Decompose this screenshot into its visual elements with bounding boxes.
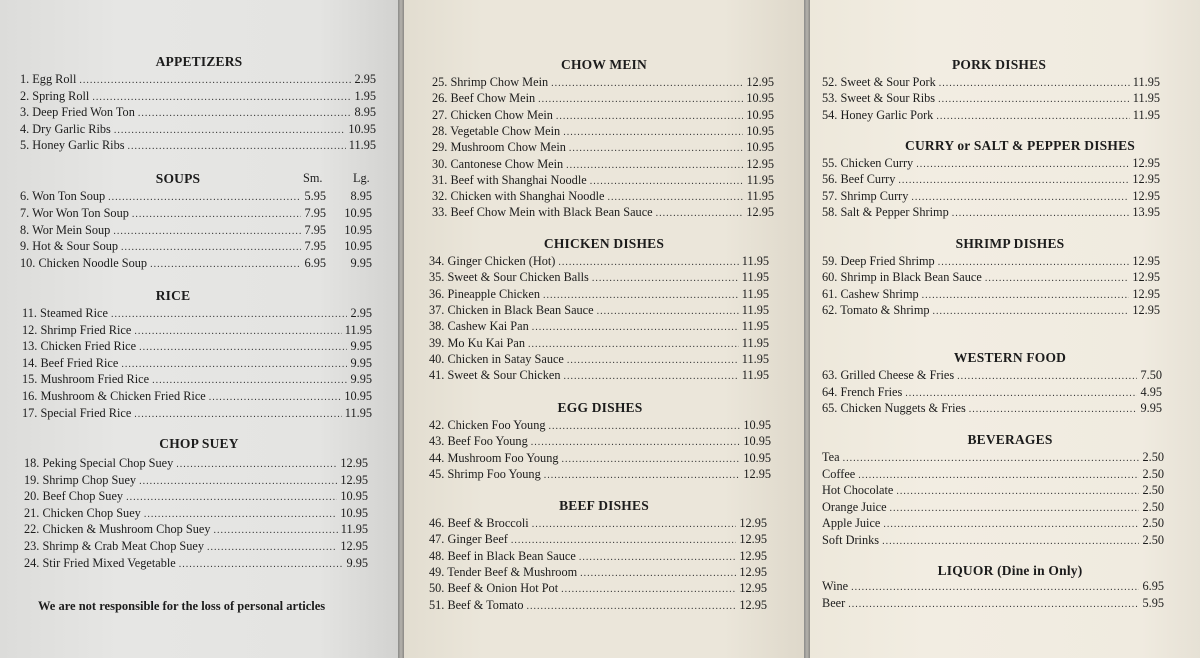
- menu-item-price-large: 10.95: [344, 205, 372, 220]
- menu-item-name: 10. Chicken Noodle Soup: [20, 256, 148, 271]
- menu-item-price: 12.95: [739, 548, 767, 563]
- dot-leader: [207, 540, 337, 556]
- menu-item: [22, 322, 372, 338]
- menu-item-price: 2.95: [354, 72, 376, 86]
- menu-item: [20, 88, 376, 104]
- dot-leader: [527, 599, 737, 615]
- menu-item-name: 36. Pineapple Chicken: [429, 286, 540, 301]
- dot-leader: [969, 402, 1138, 418]
- dot-leader: [564, 369, 739, 385]
- menu-item: [822, 74, 1160, 90]
- dot-leader: [128, 139, 346, 155]
- menu-item-name: 48. Beef in Black Bean Sauce: [429, 548, 576, 563]
- menu-item-price-small: 7.95: [304, 222, 326, 237]
- dot-leader: [843, 451, 1140, 467]
- menu-item-name: 20. Beef Chop Suey: [24, 489, 124, 504]
- menu-item: [24, 521, 368, 537]
- menu-item-name: 7. Wor Won Ton Soup: [20, 205, 129, 220]
- menu-item-name: Tea: [822, 450, 840, 464]
- menu-item-price: 12.95: [739, 516, 767, 530]
- menu-item-price: 10.95: [743, 434, 771, 449]
- menu-item: [432, 123, 774, 139]
- section-heading-appetizers: APPETIZERS: [155, 54, 243, 69]
- menu-item-price: 12.95: [739, 597, 767, 612]
- menu-item-name: 12. Shrimp Fried Rice: [22, 322, 132, 337]
- menu-item-price: 2.50: [1142, 516, 1164, 531]
- menu-item-name: 44. Mushroom Foo Young: [429, 450, 559, 465]
- dot-leader: [144, 507, 338, 523]
- menu-item-price: 11.95: [741, 368, 769, 383]
- menu-item-name: 6. Won Ton Soup: [20, 189, 106, 203]
- menu-item: [20, 137, 376, 153]
- menu-item-name: 42. Chicken Foo Young: [429, 418, 546, 432]
- menu-item-price: 7.50: [1140, 368, 1162, 382]
- dot-leader: [858, 468, 1139, 484]
- menu-item-name: 22. Chicken & Mushroom Chop Suey: [24, 522, 211, 537]
- menu-item-name: 60. Shrimp in Black Bean Sauce: [822, 270, 982, 285]
- section-heading-rice: RICE: [155, 288, 191, 303]
- menu-item-price: 1.95: [354, 88, 376, 103]
- dot-leader: [150, 257, 301, 273]
- menu-item-price: 2.50: [1142, 483, 1164, 498]
- menu-item-name: 37. Chicken in Black Bean Sauce: [429, 302, 594, 317]
- menu-item: [822, 367, 1162, 383]
- menu-item: [432, 74, 774, 90]
- menu-item-price: 2.50: [1142, 450, 1164, 464]
- dot-leader: [111, 307, 348, 323]
- menu-item: [432, 139, 774, 155]
- menu-item: [432, 172, 774, 188]
- section-heading-egg: EGG DISHES: [557, 400, 643, 415]
- menu-item-price-large: 10.95: [344, 222, 372, 237]
- section-heading-beverages: BEVERAGES: [967, 432, 1053, 447]
- menu-item: [429, 531, 767, 547]
- menu-item: [22, 371, 372, 387]
- menu-item-price: 11.95: [741, 319, 769, 334]
- dot-leader: [139, 340, 347, 356]
- menu-item-price: 12.95: [1132, 302, 1160, 317]
- menu-item-name: 59. Deep Fried Shrimp: [822, 254, 935, 268]
- menu-item-name: 17. Special Fried Rice: [22, 405, 132, 420]
- menu-item-name: 26. Beef Chow Mein: [432, 91, 536, 106]
- menu-item-name: 46. Beef & Broccoli: [429, 516, 529, 530]
- menu-item: [432, 107, 774, 123]
- menu-item: [20, 121, 376, 137]
- menu-item-name: 58. Salt & Pepper Shrimp: [822, 204, 949, 219]
- menu-item-price: 11.95: [344, 405, 372, 420]
- menu-item-name: 30. Cantonese Chow Mein: [432, 156, 564, 171]
- menu-item: [429, 367, 769, 383]
- menu-item-price: 12.95: [340, 539, 368, 553]
- menu-item-price: 11.95: [741, 270, 769, 285]
- menu-item-name: 1. Egg Roll: [20, 72, 77, 86]
- section-heading-western: WESTERN FOOD: [953, 350, 1067, 365]
- menu-item-name: 62. Tomato & Shrimp: [822, 302, 930, 317]
- menu-item-price: 12.95: [739, 581, 767, 596]
- menu-item: [822, 155, 1160, 171]
- menu-item-price: 12.95: [739, 564, 767, 579]
- menu-item-name: 39. Mo Ku Kai Pan: [429, 335, 525, 350]
- menu-item: [822, 188, 1160, 204]
- menu-item-price: 10.95: [746, 91, 774, 106]
- section-heading-beef: BEEF DISHES: [559, 498, 649, 513]
- menu-item-name: Apple Juice: [822, 516, 881, 531]
- menu-item-price: 11.95: [741, 335, 769, 350]
- menu-item: [24, 505, 368, 521]
- menu-item-name: Wine: [822, 579, 849, 593]
- section-heading-chow-mein: CHOW MEIN: [561, 57, 647, 72]
- menu-item-price: 11.95: [344, 322, 372, 337]
- menu-item: [24, 538, 368, 554]
- menu-item: [822, 302, 1160, 318]
- menu-item: [20, 71, 376, 87]
- menu-item-name: 35. Sweet & Sour Chicken Balls: [429, 270, 589, 285]
- menu-item: [822, 269, 1160, 285]
- dot-leader: [848, 597, 1139, 613]
- menu-item-price: 11.95: [1132, 75, 1160, 89]
- menu-item-name: Coffee: [822, 466, 856, 481]
- menu-item-name: Soft Drinks: [822, 533, 880, 547]
- menu-item-price: 12.95: [1132, 286, 1160, 301]
- menu-item-name: 15. Mushroom Fried Rice: [22, 372, 150, 387]
- menu-item: [429, 580, 767, 596]
- menu-item-name: 19. Shrimp Chop Suey: [24, 472, 137, 487]
- section-heading-curry: CURRY or SALT & PEPPER DISHES: [905, 138, 1135, 153]
- menu-item-name: 28. Vegetable Chow Mein: [432, 123, 561, 138]
- dot-leader: [176, 457, 337, 473]
- dot-leader: [890, 501, 1140, 517]
- menu-item: [822, 90, 1160, 106]
- menu-item-price: 2.95: [350, 306, 372, 320]
- menu-item: [429, 335, 769, 351]
- dot-leader: [933, 304, 1130, 320]
- menu-item: [22, 405, 372, 421]
- menu-item: [24, 472, 368, 488]
- menu-item-price: 2.50: [1142, 533, 1164, 547]
- menu-item-price: 2.50: [1142, 499, 1164, 514]
- menu-item-price-large: 9.95: [350, 256, 372, 271]
- section-heading-liquor: LIQUOR (Dine in Only): [937, 563, 1083, 578]
- menu-item: [20, 222, 372, 238]
- menu-item-price: 8.95: [354, 105, 376, 119]
- menu-item-price: 10.95: [340, 505, 368, 520]
- menu-item-price: 10.95: [743, 450, 771, 465]
- menu-item-price-large: 8.95: [350, 189, 372, 203]
- menu-item-price: 13.95: [1132, 204, 1160, 219]
- menu-item: [429, 515, 767, 531]
- menu-item-name: 24. Stir Fried Mixed Vegetable: [24, 555, 176, 570]
- dot-leader: [139, 474, 337, 490]
- disclaimer-note: We are not responsible for the loss of personal articles: [38, 599, 326, 613]
- menu-item-price: 12.95: [739, 532, 767, 547]
- dot-leader: [132, 207, 302, 223]
- menu-item-price: 12.95: [1132, 156, 1160, 170]
- menu-item-name: 34. Ginger Chicken (Hot): [429, 254, 556, 268]
- menu-item-price: 12.95: [1132, 254, 1160, 268]
- soup-large-column-header: Lg.: [353, 171, 370, 185]
- menu-item: [432, 156, 774, 172]
- menu-item-name: 18. Peking Special Chop Suey: [24, 456, 174, 470]
- menu-panel-middle: [404, 0, 804, 658]
- menu-item: [429, 318, 769, 334]
- menu-item-name: 2. Spring Roll: [20, 88, 90, 103]
- menu-item-name: 4. Dry Garlic Ribs: [20, 121, 111, 136]
- menu-item: [822, 532, 1164, 548]
- menu-item: [822, 204, 1160, 220]
- menu-item: [24, 555, 368, 571]
- menu-item: [429, 597, 767, 613]
- menu-panel-left: [0, 0, 398, 658]
- menu-item-name: 16. Mushroom & Chicken Fried Rice: [22, 389, 206, 403]
- soup-small-column-header: Sm.: [303, 171, 323, 185]
- menu-item: [822, 400, 1162, 416]
- menu-item: [20, 238, 372, 254]
- menu-item: [822, 595, 1164, 611]
- menu-item-price-small: 6.95: [304, 256, 326, 271]
- menu-item: [822, 384, 1162, 400]
- menu-item-name: 56. Beef Curry: [822, 172, 896, 187]
- menu-item-name: 52. Sweet & Sour Pork: [822, 75, 936, 89]
- menu-item: [822, 171, 1160, 187]
- menu-item: [24, 455, 368, 471]
- menu-item: [822, 253, 1160, 269]
- dot-leader: [214, 523, 338, 539]
- menu-item-price: 6.95: [1142, 579, 1164, 593]
- menu-item: [822, 466, 1164, 482]
- menu-item: [429, 351, 769, 367]
- dot-leader: [883, 517, 1139, 533]
- menu-item: [20, 188, 372, 204]
- menu-item-name: 5. Honey Garlic Ribs: [20, 138, 125, 152]
- menu-item-price: 4.95: [1140, 384, 1162, 399]
- dot-leader: [126, 490, 337, 506]
- dot-leader: [108, 190, 301, 206]
- menu-item-name: 47. Ginger Beef: [429, 532, 508, 547]
- menu-item-price: 12.95: [340, 472, 368, 487]
- menu-item-price: 11.95: [340, 522, 368, 537]
- menu-item: [432, 204, 774, 220]
- menu-item-price: 9.95: [1140, 401, 1162, 416]
- menu-item: [429, 548, 767, 564]
- menu-item: [20, 255, 372, 271]
- dot-leader: [134, 324, 341, 340]
- menu-item: [822, 449, 1164, 465]
- menu-item-price: 2.50: [1142, 466, 1164, 481]
- menu-item-name: 29. Mushroom Chow Mein: [432, 140, 566, 155]
- menu-item-price: 9.95: [346, 555, 368, 570]
- menu-panel-right: [810, 0, 1200, 658]
- dot-leader: [134, 407, 342, 423]
- dot-leader: [209, 390, 342, 406]
- menu-item: [24, 488, 368, 504]
- menu-item-price: 11.95: [1132, 91, 1160, 106]
- section-heading-chicken: CHICKEN DISHES: [543, 236, 665, 251]
- menu-item-price: 12.95: [746, 205, 774, 220]
- dot-leader: [936, 109, 1129, 125]
- menu-item-name: 3. Deep Fried Won Ton: [20, 105, 135, 119]
- menu-item-price: 11.95: [741, 302, 769, 317]
- menu-item: [22, 388, 372, 404]
- menu-item-name: 64. French Fries: [822, 384, 903, 399]
- section-heading-shrimp: SHRIMP DISHES: [955, 236, 1065, 251]
- menu-item-price: 10.95: [340, 489, 368, 504]
- menu-item-price: 11.95: [746, 172, 774, 187]
- menu-item-name: 8. Wor Mein Soup: [20, 222, 111, 237]
- menu-item-name: 54. Honey Garlic Pork: [822, 107, 934, 122]
- menu-item-name: 41. Sweet & Sour Chicken: [429, 368, 561, 383]
- dot-leader: [882, 534, 1139, 550]
- menu-item-name: 38. Cashew Kai Pan: [429, 319, 529, 334]
- menu-item: [432, 90, 774, 106]
- menu-item: [822, 515, 1164, 531]
- menu-item: [822, 107, 1160, 123]
- menu-item: [22, 305, 372, 321]
- menu-item-price: 11.95: [741, 286, 769, 301]
- menu-item: [429, 269, 769, 285]
- dot-leader: [152, 373, 347, 389]
- menu-item: [22, 355, 372, 371]
- menu-item: [429, 417, 771, 433]
- menu-item-name: 61. Cashew Shrimp: [822, 286, 919, 301]
- menu-item: [822, 286, 1160, 302]
- menu-item-price: 11.95: [746, 189, 774, 204]
- menu-item-name: 33. Beef Chow Mein with Black Bean Sauce: [432, 205, 653, 220]
- menu-item: [22, 338, 372, 354]
- menu-item-price: 12.95: [340, 456, 368, 470]
- menu-item-price: 12.95: [1132, 270, 1160, 285]
- menu-item: [429, 433, 771, 449]
- menu-item-name: 53. Sweet & Sour Ribs: [822, 91, 936, 106]
- menu-item-name: 9. Hot & Sour Soup: [20, 239, 119, 254]
- menu-item-name: 21. Chicken Chop Suey: [24, 505, 141, 520]
- menu-item-price: 12.95: [743, 466, 771, 481]
- menu-item-price: 10.95: [743, 418, 771, 432]
- menu-item: [20, 104, 376, 120]
- menu-item-name: 51. Beef & Tomato: [429, 597, 524, 612]
- dot-leader: [952, 206, 1130, 222]
- menu-item-price: 12.95: [746, 156, 774, 171]
- dot-leader: [957, 369, 1137, 385]
- menu-item-name: 31. Beef with Shanghai Noodle: [432, 172, 587, 187]
- menu-item-name: 63. Grilled Cheese & Fries: [822, 368, 955, 382]
- menu-item-price: 9.95: [350, 339, 372, 354]
- menu-item-price: 9.95: [350, 355, 372, 370]
- menu-item-price-small: 7.95: [304, 205, 326, 220]
- menu-item-name: 45. Shrimp Foo Young: [429, 466, 541, 481]
- menu-item: [429, 286, 769, 302]
- menu-item-name: 13. Chicken Fried Rice: [22, 339, 137, 354]
- menu-item-name: 65. Chicken Nuggets & Fries: [822, 401, 966, 416]
- menu-item-name: 43. Beef Foo Young: [429, 434, 528, 449]
- menu-item-price-large: 10.95: [344, 239, 372, 254]
- menu-item-price: 10.95: [344, 389, 372, 403]
- menu-item-name: Hot Chocolate: [822, 483, 894, 498]
- dot-leader: [544, 468, 741, 484]
- menu-item-price: 10.95: [348, 121, 376, 136]
- menu-item-price: 12.95: [1132, 188, 1160, 203]
- dot-leader: [121, 357, 347, 373]
- menu-item-name: 23. Shrimp & Crab Meat Chop Suey: [24, 539, 205, 553]
- dot-leader: [905, 386, 1137, 402]
- menu-item: [429, 253, 769, 269]
- menu-item: [432, 188, 774, 204]
- menu-item-price: 5.95: [1142, 595, 1164, 610]
- menu-item-price: 11.95: [741, 351, 769, 366]
- menu-item-price: 11.95: [1132, 107, 1160, 122]
- menu-item: [429, 450, 771, 466]
- dot-leader: [656, 206, 744, 222]
- menu-item-price: 11.95: [741, 254, 769, 268]
- menu-item-price: 12.95: [1132, 172, 1160, 187]
- menu-item-name: 32. Chicken with Shanghai Noodle: [432, 189, 605, 204]
- dot-leader: [179, 557, 344, 573]
- menu-item-price: 10.95: [746, 140, 774, 155]
- dot-leader: [121, 240, 301, 256]
- menu-item: [429, 302, 769, 318]
- menu-item: [20, 205, 372, 221]
- menu-item-name: 27. Chicken Chow Mein: [432, 107, 553, 122]
- menu-item-name: 25. Shrimp Chow Mein: [432, 75, 549, 89]
- menu-item: [822, 482, 1164, 498]
- section-heading-soups: SOUPS: [155, 171, 201, 186]
- dot-leader: [113, 224, 301, 240]
- menu-item: [822, 578, 1164, 594]
- section-heading-pork: PORK DISHES: [951, 57, 1047, 72]
- menu-item-price: 10.95: [746, 107, 774, 122]
- menu-item-price-small: 7.95: [304, 239, 326, 254]
- dot-leader: [851, 580, 1139, 596]
- menu-item: [429, 466, 771, 482]
- menu-item: [429, 564, 767, 580]
- menu-item-price: 12.95: [746, 75, 774, 89]
- section-heading-chop-suey: CHOP SUEY: [159, 436, 239, 451]
- menu-item-name: 11. Steamed Rice: [22, 306, 108, 320]
- menu-item-name: 50. Beef & Onion Hot Pot: [429, 581, 559, 596]
- menu-item-price: 10.95: [746, 123, 774, 138]
- menu-item-name: 55. Chicken Curry: [822, 156, 914, 170]
- menu-item-price-small: 5.95: [304, 189, 326, 203]
- menu-item-name: 14. Beef Fried Rice: [22, 355, 119, 370]
- dot-leader: [896, 484, 1139, 500]
- menu-item-price: 9.95: [350, 372, 372, 387]
- menu-item-name: 40. Chicken in Satay Sauce: [429, 351, 564, 366]
- menu-item-name: 49. Tender Beef & Mushroom: [429, 564, 578, 579]
- menu-item-name: Beer: [822, 595, 846, 610]
- menu-item-price: 11.95: [348, 138, 376, 152]
- menu-item-name: 57. Shrimp Curry: [822, 188, 909, 203]
- menu-item-name: Orange Juice: [822, 499, 887, 514]
- menu-item: [822, 499, 1164, 515]
